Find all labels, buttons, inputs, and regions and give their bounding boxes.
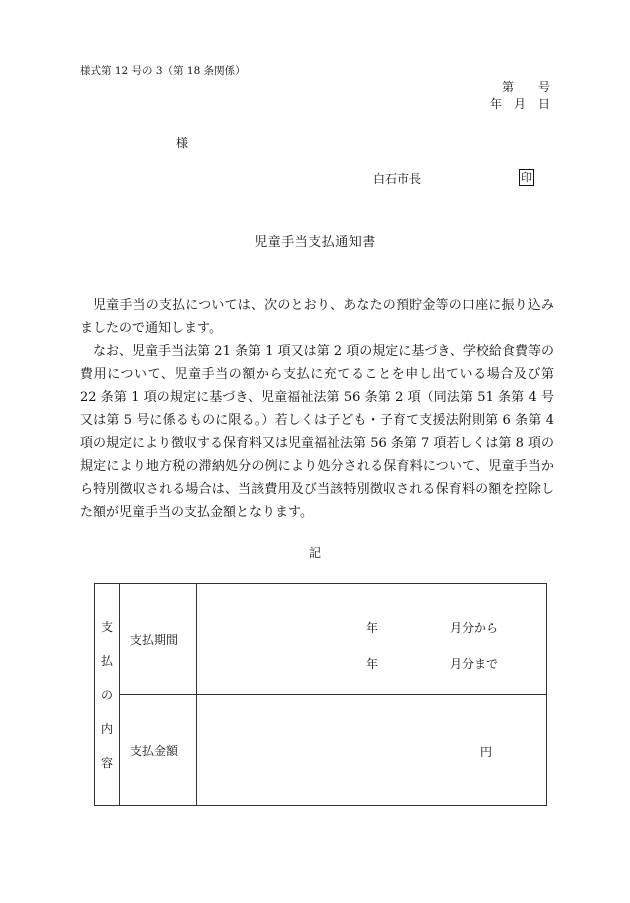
from-month-suffix: 月分から — [450, 621, 499, 635]
amount-value-cell — [197, 695, 547, 806]
body-paragraph-2: なお、児童手当法第 21 条第 1 項又は第 2 項の規定に基づき、学校給食費等の費用について、児童手当の額から支払に充てることを申し出ている場合及び第 22 条第 1 項の規定に基づき、児童福祉法第 56 条第 2 項（同法第 51 条第 4 号又は第 5 号に係るものに限る。）若しくは子ども・子育て支援法附則第 6 条第 4 項の規定により徴収する保育料又は児童福祉法第 56 条第 7 項若しくは第 8 項の規定により地方税の滞納処分の例により処分される保育料について、児童手当から特別徴収される場合は、当該費用及び当該特別徴収される保育料の額を控除した額が児童手当の支払金額となります。 — [80, 344, 554, 520]
side-label-char: 内 — [100, 721, 113, 736]
side-label-char: の — [100, 687, 113, 702]
payment-content-label — [95, 584, 120, 806]
amount-unit: 円 — [480, 745, 493, 759]
side-label-char: 支 — [100, 619, 113, 634]
to-month-suffix: 月分まで — [450, 657, 499, 671]
seal-mark: 印 — [521, 171, 532, 184]
amount-label: 支払金額 — [120, 695, 197, 806]
body-paragraph-1: 児童手当の支払については、次のとおり、あなたの預貯金等の口座に振り込みましたので通知します。 — [80, 298, 554, 336]
to-year: 年 — [366, 657, 379, 671]
addressee-honorific: 様 — [176, 136, 189, 150]
document-title: 児童手当支払通知書 — [254, 235, 376, 250]
period-value-cell — [197, 584, 547, 695]
date-line: 年 月 日 — [489, 97, 550, 111]
form-number: 様式第 12 号の 3（第 18 条関係） — [80, 65, 246, 77]
document-number-line: 第 号 — [501, 80, 550, 94]
side-label-char: 払 — [100, 653, 113, 668]
payment-details-table — [94, 583, 547, 806]
ki-heading: 記 — [308, 546, 321, 560]
issuer-name: 白石市長 — [373, 172, 422, 186]
side-label-char: 容 — [100, 755, 113, 770]
period-label: 支払期間 — [120, 584, 197, 695]
body-text — [80, 294, 554, 524]
from-year: 年 — [366, 621, 379, 635]
